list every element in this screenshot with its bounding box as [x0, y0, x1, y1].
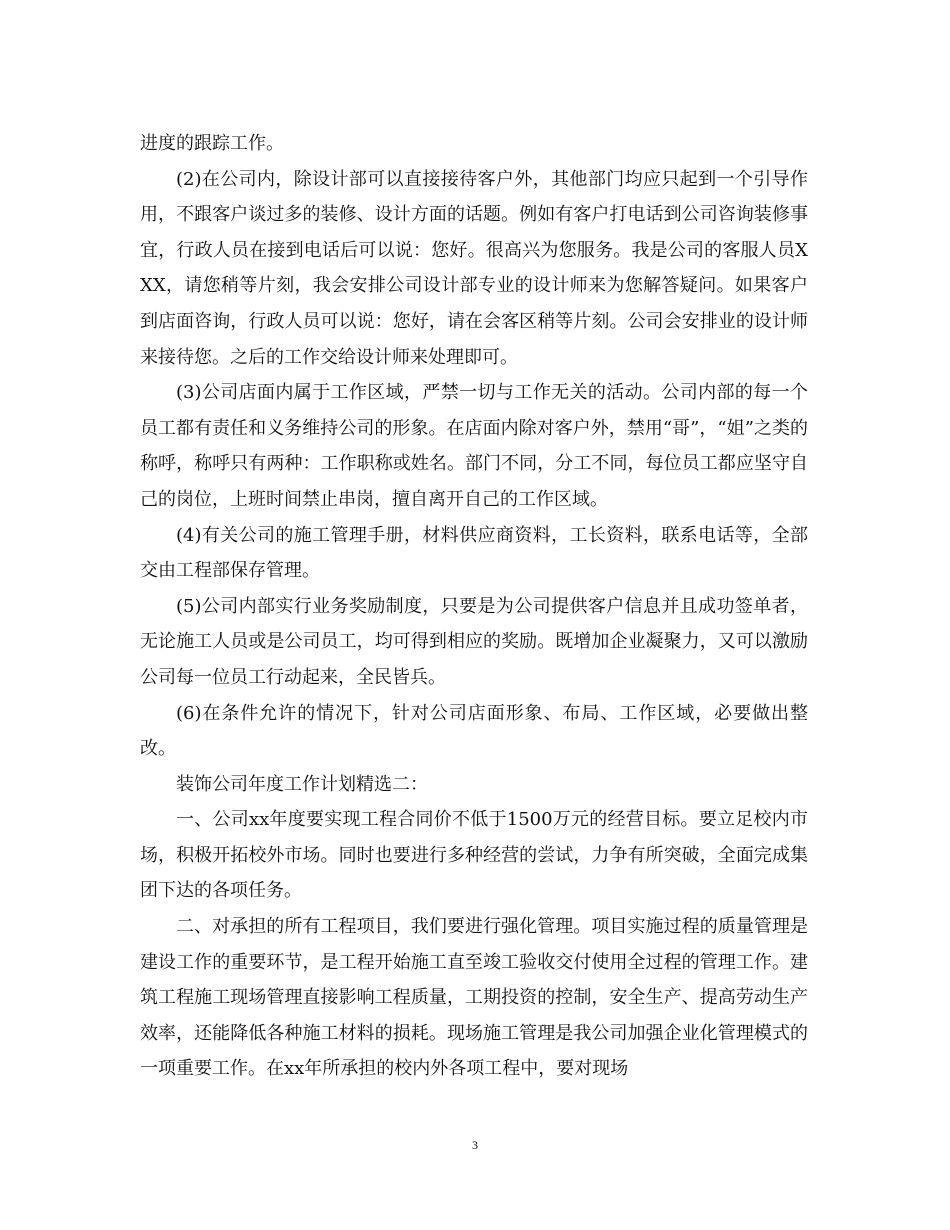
- paragraph-1: 进度的跟踪工作。: [140, 133, 284, 154]
- page-number: 3: [472, 1138, 478, 1152]
- paragraph-6: (6)在条件允许的情况下，针对公司店面形象、布局、工作区域，必要做出整改。: [140, 702, 808, 760]
- paragraph-4: (4)有关公司的施工管理手册，材料供应商资料，工长资料，联系电话等，全部交由工程部保存管理。: [140, 524, 808, 582]
- paragraph-9: 二、对承担的所有工程项目，我们要进行强化管理。项目实施过程的质量管理是建设工作的重要环节，是工程开始施工直至竣工验收交付使用全过程的管理工作。建筑工程施工现场管理直接影响工程质量，工期投资的控制，安全生产、提高劳动生产效率，还能降低各种施工材料的损耗。现场施工管理是我公司加强企业化管理模式的一项重要工作。在xx年所承担的校内外各项工程中，要对现场: [140, 916, 808, 1080]
- document-body: [140, 126, 808, 1087]
- paragraph-2: (2)在公司内，除设计部可以直接接待客户外，其他部门均应只起到一个引导作用，不跟客户谈过多的装修、设计方面的话题。例如有客户打电话到公司咨询装修事宜，行政人员在接到电话后可以说：您好。很高兴为您服务。我是公司的客服人员XXX，请您稍等片刻，我会安排公司设计部专业的设计师来为您解答疑问。如果客户到店面咨询，行政人员可以说：您好，请在会客区稍等片刻。公司会安排业的设计师来接待您。之后的工作交给设计师来处理即可。: [140, 168, 808, 368]
- paragraph-8: 一、公司xx年度要实现工程合同价不低于1500万元的经营目标。要立足校内市场，积极开拓校外市场。同时也要进行多种经营的尝试，力争有所突破，全面完成集团下达的各项任务。: [140, 809, 808, 902]
- paragraph-3: (3)公司店面内属于工作区域，严禁一切与工作无关的活动。公司内部的每一个员工都有责任和义务维持公司的形象。在店面内除对客户外，禁用“哥”，“姐”之类的称呼，称呼只有两种：工作职称或姓名。部门不同，分工不同，每位员工都应坚守自己的岗位，上班时间禁止串岗，擅自离开自己的工作区域。: [140, 382, 808, 510]
- section-heading: 装饰公司年度工作计划精选二：: [176, 773, 428, 795]
- paragraph-5: (5)公司内部实行业务奖励制度，只要是为公司提供客户信息并且成功签单者，无论施工人员或是公司员工，均可得到相应的奖励。既增加企业凝聚力，又可以激励公司每一位员工行动起来，全民皆兵。: [140, 595, 808, 688]
